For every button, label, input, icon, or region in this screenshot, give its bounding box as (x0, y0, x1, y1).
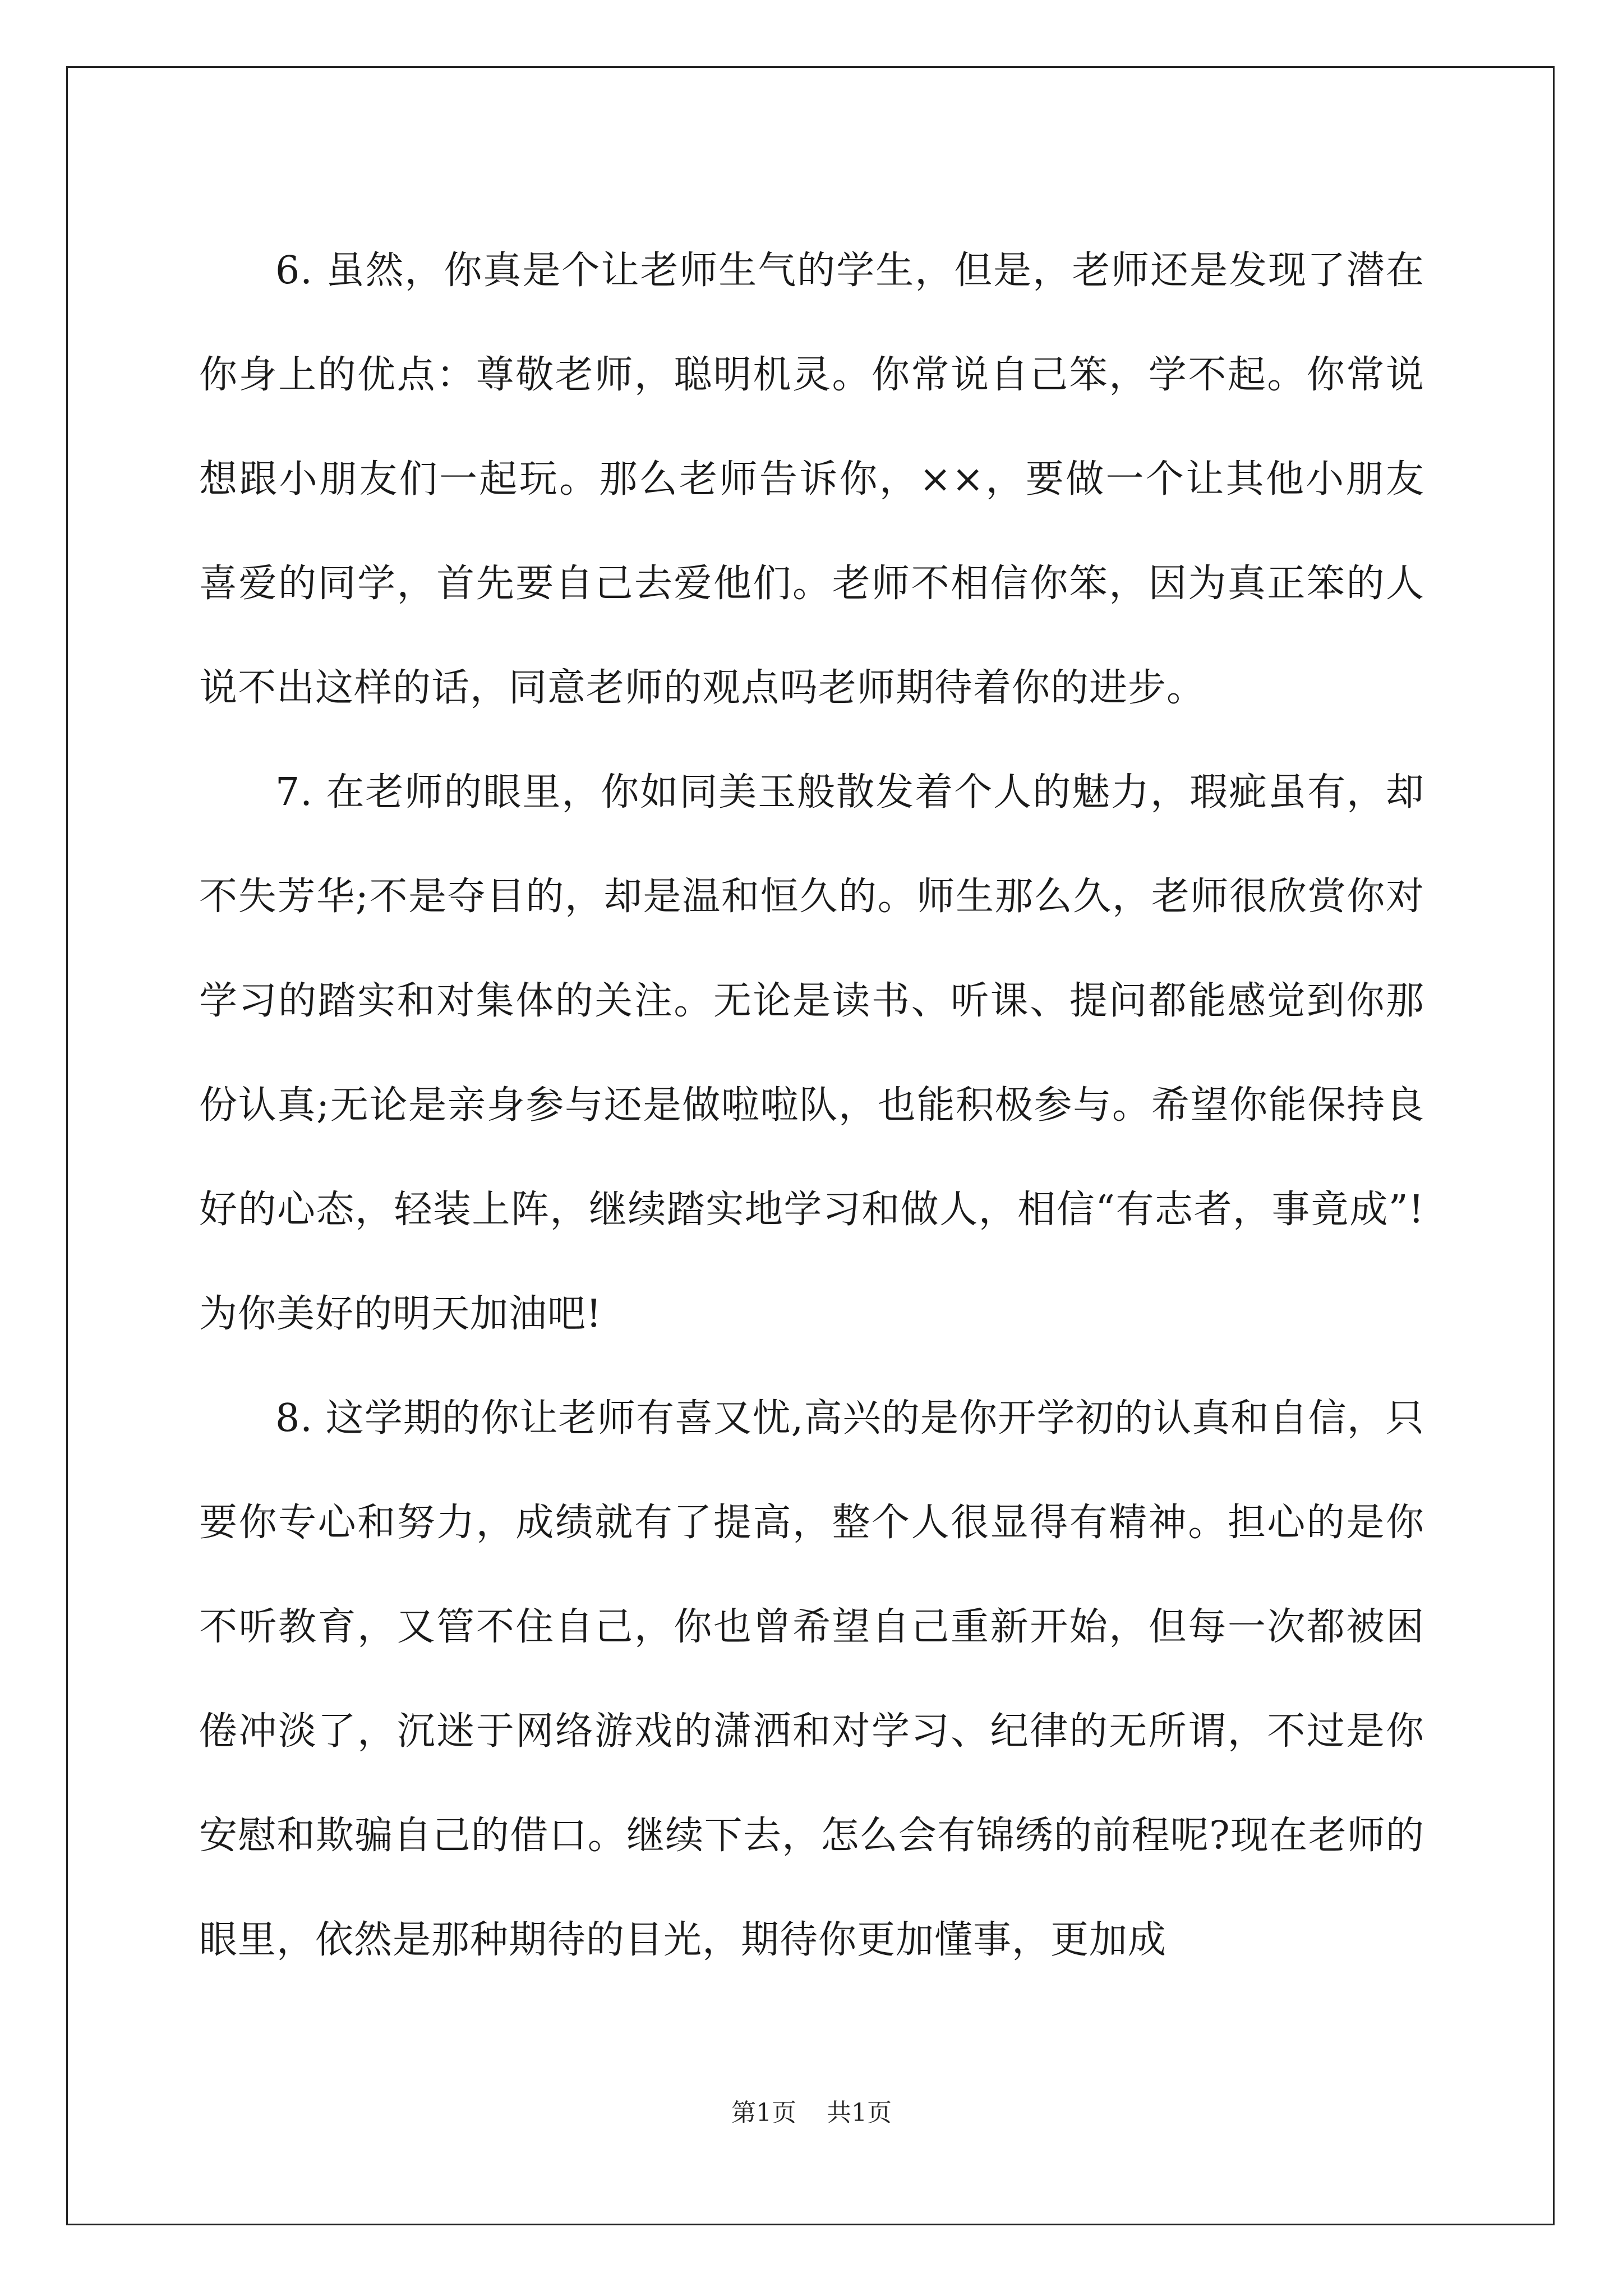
page-number: 第1页 (731, 2099, 796, 2127)
paragraph-7: 7. 在老师的眼里，你如同美玉般散发着个人的魅力，瑕疵虽有，却不失芳华;不是夺目的，却是温和恒久的。师生那么久，老师很欣赏你对学习的踏实和对集体的关注。无论是读书、听课、提问都能感觉到你那份认真;无论是亲身参与还是做啦啦队，也能积极参与。希望你能保持良好的心态，轻装上阵，继续踏实地学习和做人，相信“有志者，事竟成”!为你美好的明天加油吧! (199, 770, 1424, 1336)
page-total: 共1页 (827, 2099, 892, 2127)
paragraph-8: 8. 这学期的你让老师有喜又忧,高兴的是你开学初的认真和自信，只要你专心和努力，成绩就有了提高，整个人很显得有精神。担心的是你不听教育，又管不住自己，你也曾希望自己重新开始，但每一次都被困倦冲淡了，沉迷于网络游戏的潇洒和对学习、纪律的无所谓，不过是你安慰和欺骗自己的借口。继续下去，怎么会有锦绣的前程呢?现在老师的眼里，依然是那种期待的目光，期待你更加懂事，更加成 (199, 1396, 1424, 1962)
document-body (199, 219, 1424, 1993)
paragraph-6: 6. 虽然，你真是个让老师生气的学生，但是，老师还是发现了潜在你身上的优点：尊敬老师，聪明机灵。你常说自己笨，学不起。你常说想跟小朋友们一起玩。那么老师告诉你，××，要做一个让其他小朋友喜爱的同学，首先要自己去爱他们。老师不相信你笨，因为真正笨的人说不出这样的话，同意老师的观点吗老师期待着你的进步。 (199, 249, 1424, 710)
page-footer (0, 2092, 1623, 2128)
